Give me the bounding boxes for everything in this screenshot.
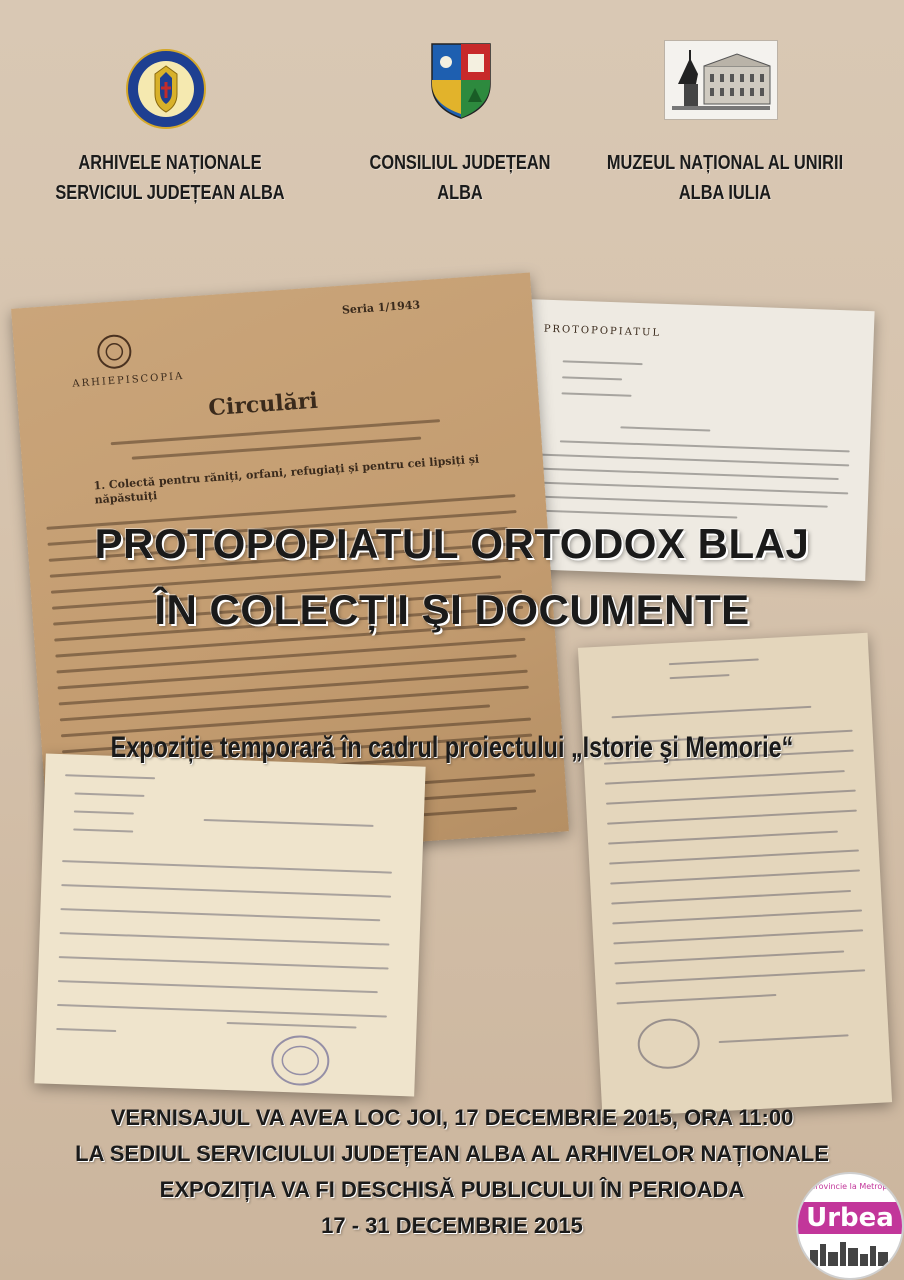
org-line-2: ALBA: [437, 182, 483, 204]
main-title-line-1: PROTOPOPIATUL ORTODOX BLAJ: [94, 520, 810, 567]
subtitle: Expoziție temporară în cadrul proiectului „Istorie şi Memorie“: [110, 731, 794, 764]
museum-building-icon: [664, 40, 778, 120]
seal-icon: [93, 330, 136, 373]
org-muzeul-national: [586, 148, 865, 208]
org-line-2: ALBA IULIA: [678, 182, 772, 204]
org-arhivele-nationale: [31, 148, 310, 208]
badge-name: Urbea: [798, 1202, 902, 1234]
badge-tagline: în provincie la Metropolă: [800, 1182, 900, 1191]
stamp-icon: [627, 1012, 710, 1076]
vernissage-date: VERNISAJUL VA AVEA LOC JOI, 17 DECEMBRIE 2015, ORA 11:00: [110, 1105, 794, 1130]
alba-county-coat-of-arms-icon: [428, 40, 494, 120]
round-stamp-icon: [264, 1031, 336, 1089]
org-line-1: ARHIVELE NAȚIONALE: [78, 152, 262, 174]
city-skyline-icon: [808, 1240, 892, 1266]
handwritten-letter-right: [578, 633, 892, 1118]
doc1-header: Seria 1/1943: [341, 298, 421, 317]
org-line-1: MUZEUL NAȚIONAL AL UNIRII: [606, 152, 844, 174]
urbea-badge: [796, 1172, 904, 1280]
org-line-2: SERVICIUL JUDEȚEAN ALBA: [55, 182, 285, 204]
romania-coat-of-arms-icon: [125, 48, 207, 130]
doc2-header: PROTOPOPIATUL: [543, 323, 662, 339]
org-consiliul-judetean: [321, 148, 600, 208]
exhibition-open-period-label: EXPOZIȚIA VA FI DESCHISĂ PUBLICULUI ÎN PERIOADA: [159, 1177, 745, 1202]
doc1-title: Circulări: [207, 387, 319, 422]
doc1-heading: 1. Colectă pentru răniți, orfani, refugiați și pentru cei lipsiți și năpăstuiți: [93, 452, 480, 507]
vernissage-location: LA SEDIUL SERVICIULUI JUDEȚEAN ALBA AL ARHIVELOR NAȚIONALE: [75, 1141, 829, 1166]
org-line-1: CONSILIUL JUDEȚEAN: [369, 152, 551, 174]
main-title-line-2: ÎN COLECȚII ŞI DOCUMENTE: [154, 586, 750, 633]
exhibition-dates: 17 - 31 DECEMBRIE 2015: [321, 1213, 583, 1238]
doc1-org: ARHIEPISCOPIA: [72, 370, 185, 390]
handwritten-letter-left: [34, 753, 425, 1096]
